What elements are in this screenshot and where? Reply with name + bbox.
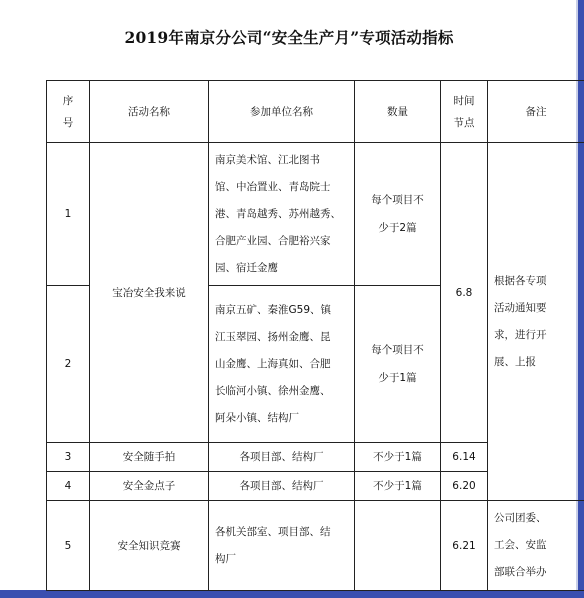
row-number: 2 bbox=[47, 286, 90, 443]
quantity-cell: 不少于1篇 bbox=[355, 443, 441, 472]
quantity-line: 每个项目不 bbox=[371, 194, 424, 206]
units-cell bbox=[209, 501, 355, 591]
time-cell: 6.21 bbox=[441, 501, 488, 591]
remark-merged bbox=[488, 143, 584, 501]
header-remark: 备注 bbox=[488, 81, 584, 143]
time-merged: 6.8 bbox=[441, 143, 488, 443]
activity-table bbox=[46, 80, 584, 591]
units-line: 构厂 bbox=[215, 552, 236, 565]
units-cell bbox=[209, 286, 355, 443]
remark-line: 展、上报 bbox=[494, 355, 536, 368]
activity-name-merged: 宝冶安全我来说 bbox=[90, 143, 209, 443]
units-line: 长临河小镇、徐州金鹰、 bbox=[215, 384, 331, 397]
units-cell bbox=[209, 143, 355, 286]
table-row bbox=[47, 143, 584, 286]
remark-line: 活动通知要 bbox=[494, 301, 547, 314]
quantity-cell: 不少于1篇 bbox=[355, 472, 441, 501]
remark-line: 公司团委、 bbox=[494, 512, 547, 524]
activity-name: 安全知识竞赛 bbox=[90, 501, 209, 591]
quantity-cell bbox=[355, 286, 441, 443]
units-cell: 各项目部、结构厂 bbox=[209, 472, 355, 501]
units-line: 江玉翠园、扬州金鹰、昆 bbox=[215, 330, 331, 343]
header-units: 参加单位名称 bbox=[209, 81, 355, 143]
row-number: 4 bbox=[47, 472, 90, 501]
header-time-line-2: 节点 bbox=[453, 116, 475, 129]
row-number: 3 bbox=[47, 443, 90, 472]
quantity-line: 少于2篇 bbox=[378, 222, 417, 234]
units-line: 山金鹰、上海真如、合肥 bbox=[215, 357, 331, 370]
header-quantity: 数量 bbox=[355, 81, 441, 143]
units-line: 各机关部室、项目部、结 bbox=[215, 525, 331, 538]
units-cell: 各项目部、结构厂 bbox=[209, 443, 355, 472]
header-seq-line-1: 序 bbox=[62, 94, 74, 107]
units-line: 园、宿迁金鹰 bbox=[215, 261, 278, 274]
table-row bbox=[47, 501, 584, 591]
remark-line: 根据各专项 bbox=[494, 274, 547, 287]
time-cell: 6.14 bbox=[441, 443, 488, 472]
row-number: 1 bbox=[47, 143, 90, 286]
remark-line: 部联合举办 bbox=[494, 566, 547, 578]
quantity-cell bbox=[355, 501, 441, 591]
document-title: 2019年南京分公司“安全生产月”专项活动指标 bbox=[124, 28, 454, 47]
activity-name: 安全随手拍 bbox=[90, 443, 209, 472]
activity-name: 安全金点子 bbox=[90, 472, 209, 501]
time-cell: 6.20 bbox=[441, 472, 488, 501]
remark-line: 工会、安监 bbox=[494, 539, 547, 551]
header-activity-name: 活动名称 bbox=[90, 81, 209, 143]
units-line: 阿朵小镇、结构厂 bbox=[215, 411, 299, 424]
header-time bbox=[441, 81, 488, 143]
units-line: 南京五矿、秦淮G59、镇 bbox=[215, 303, 331, 316]
frame-border-bottom bbox=[0, 590, 584, 598]
remark-cell bbox=[488, 501, 584, 591]
units-line: 合肥产业园、合肥裕兴家 bbox=[215, 234, 331, 247]
remark-line: 求，进行开 bbox=[494, 328, 547, 341]
quantity-line: 少于1篇 bbox=[378, 372, 417, 384]
units-line: 港、青岛越秀、苏州越秀、 bbox=[215, 207, 341, 220]
quantity-line: 每个项目不 bbox=[371, 344, 424, 356]
header-time-line-1: 时间 bbox=[453, 94, 475, 107]
table-header-row bbox=[47, 81, 584, 143]
units-line: 馆、中冶置业、青岛院士 bbox=[215, 180, 331, 193]
header-seq-line-2: 号 bbox=[62, 116, 74, 129]
quantity-cell bbox=[355, 143, 441, 286]
row-number: 5 bbox=[47, 501, 90, 591]
units-line: 南京美术馆、江北图书 bbox=[215, 153, 320, 166]
header-seq bbox=[47, 81, 90, 143]
